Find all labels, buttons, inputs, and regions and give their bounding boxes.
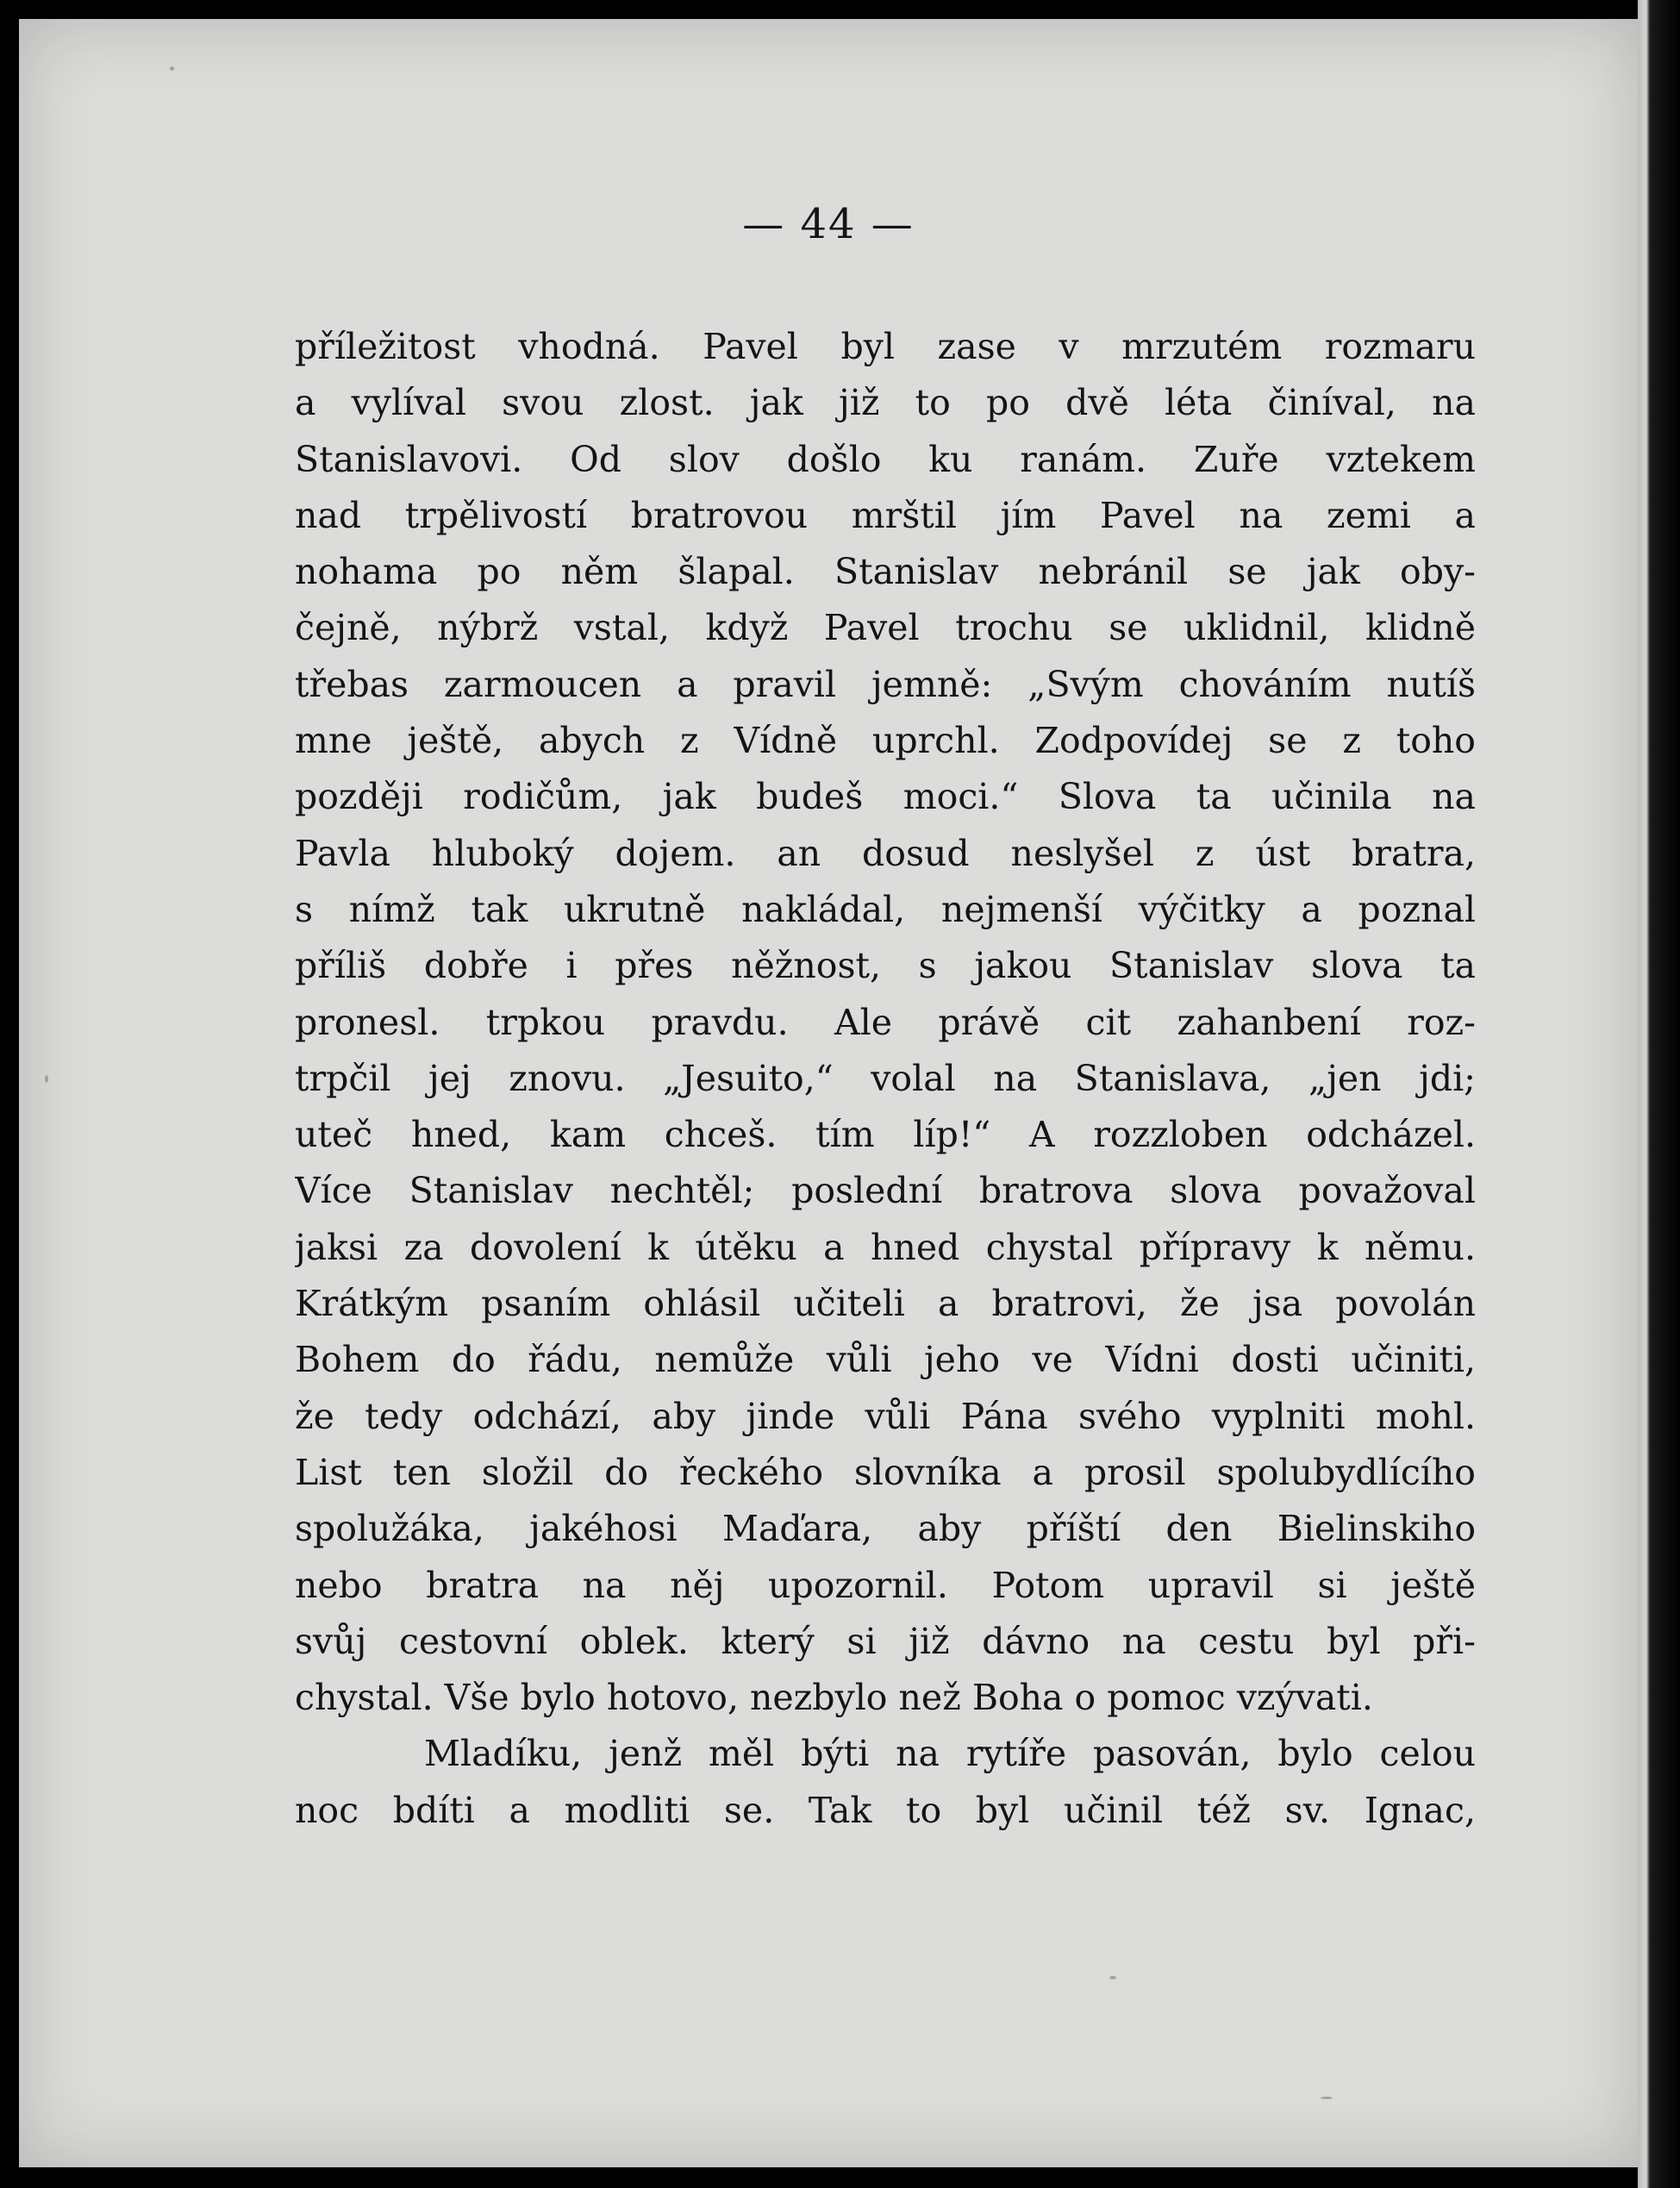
body-text [295, 319, 1476, 1839]
text-line: třebas zarmoucen a pravil jemně: „Svým chováním nutíš [295, 663, 1476, 705]
text-line: později rodičům, jak budeš moci.“ Slova ta učinila na [295, 776, 1476, 818]
text-line-paragraph-start: Mladíku, jenž měl býti na rytíře pasován, bylo celou [424, 1733, 1476, 1775]
text-line: nad trpělivostí bratrovou mrštil jím Pavel na zemi a [295, 494, 1476, 536]
text-line: Bohem do řádu, nemůže vůli jeho ve Vídni dosti učiniti, [295, 1339, 1476, 1381]
text-line: Více Stanislav nechtěl; poslední bratrova slova považoval [295, 1170, 1476, 1212]
text-line: chystal. Vše bylo hotovo, nezbylo než Boha o pomoc vzývati. [295, 1677, 1373, 1719]
text-line: noc bdíti a modliti se. Tak to byl učinil též sv. Ignac, [295, 1789, 1476, 1831]
text-line: Krátkým psaním ohlásil učiteli a bratrovi, že jsa povolán [295, 1283, 1476, 1325]
text-line: trpčil jej znovu. „Jesuito,“ volal na Stanislava, „jen jdi; [295, 1057, 1476, 1099]
text-line: nohama po něm šlapal. Stanislav nebránil se jak oby- [295, 551, 1476, 593]
text-line: pronesl. trpkou pravdu. Ale právě cit zahanbení roz- [295, 1001, 1476, 1043]
text-line: nebo bratra na něj upozornil. Potom upravil si ještě [295, 1564, 1476, 1606]
text-line: spolužáka, jakéhosi Maďara, aby příští den Bielinskiho [295, 1508, 1476, 1550]
text-line: svůj cestovní oblek. který si již dávno na cestu byl při- [295, 1620, 1476, 1662]
text-line: jaksi za dovolení k útěku a hned chystal přípravy k němu. [295, 1226, 1476, 1268]
text-line: uteč hned, kam chceš. tím líp!“ A rozzloben odcházel. [295, 1114, 1476, 1156]
text-line: čejně, nýbrž vstal, když Pavel trochu se uklidnil, klidně [295, 607, 1476, 649]
text-line: a vylíval svou zlost. jak již to po dvě léta činíval, na [295, 382, 1476, 424]
text-line: List ten složil do řeckého slovníka a prosil spolubydlícího [295, 1451, 1476, 1493]
text-line: příležitost vhodná. Pavel byl zase v mrzutém rozmaru [295, 326, 1476, 367]
text-line: Stanislavovi. Od slov došlo ku ranám. Zuře vztekem [295, 438, 1476, 480]
book-page [19, 19, 1638, 2167]
text-line: příliš dobře i přes něžnost, s jakou Stanislav slova ta [295, 945, 1476, 987]
text-line: Pavla hluboký dojem. an dosud neslyšel z úst bratra, [295, 832, 1476, 874]
page-number: — 44 — [742, 200, 915, 248]
page-edge [1638, 0, 1680, 2188]
text-line: s nímž tak ukrutně nakládal, nejmenší výčitky a poznal [295, 888, 1476, 930]
text-line: mne ještě, abych z Vídně uprchl. Zodpovídej se z toho [295, 720, 1476, 762]
text-line: že tedy odchází, aby jinde vůli Pána svého vyplniti mohl. [295, 1395, 1476, 1437]
